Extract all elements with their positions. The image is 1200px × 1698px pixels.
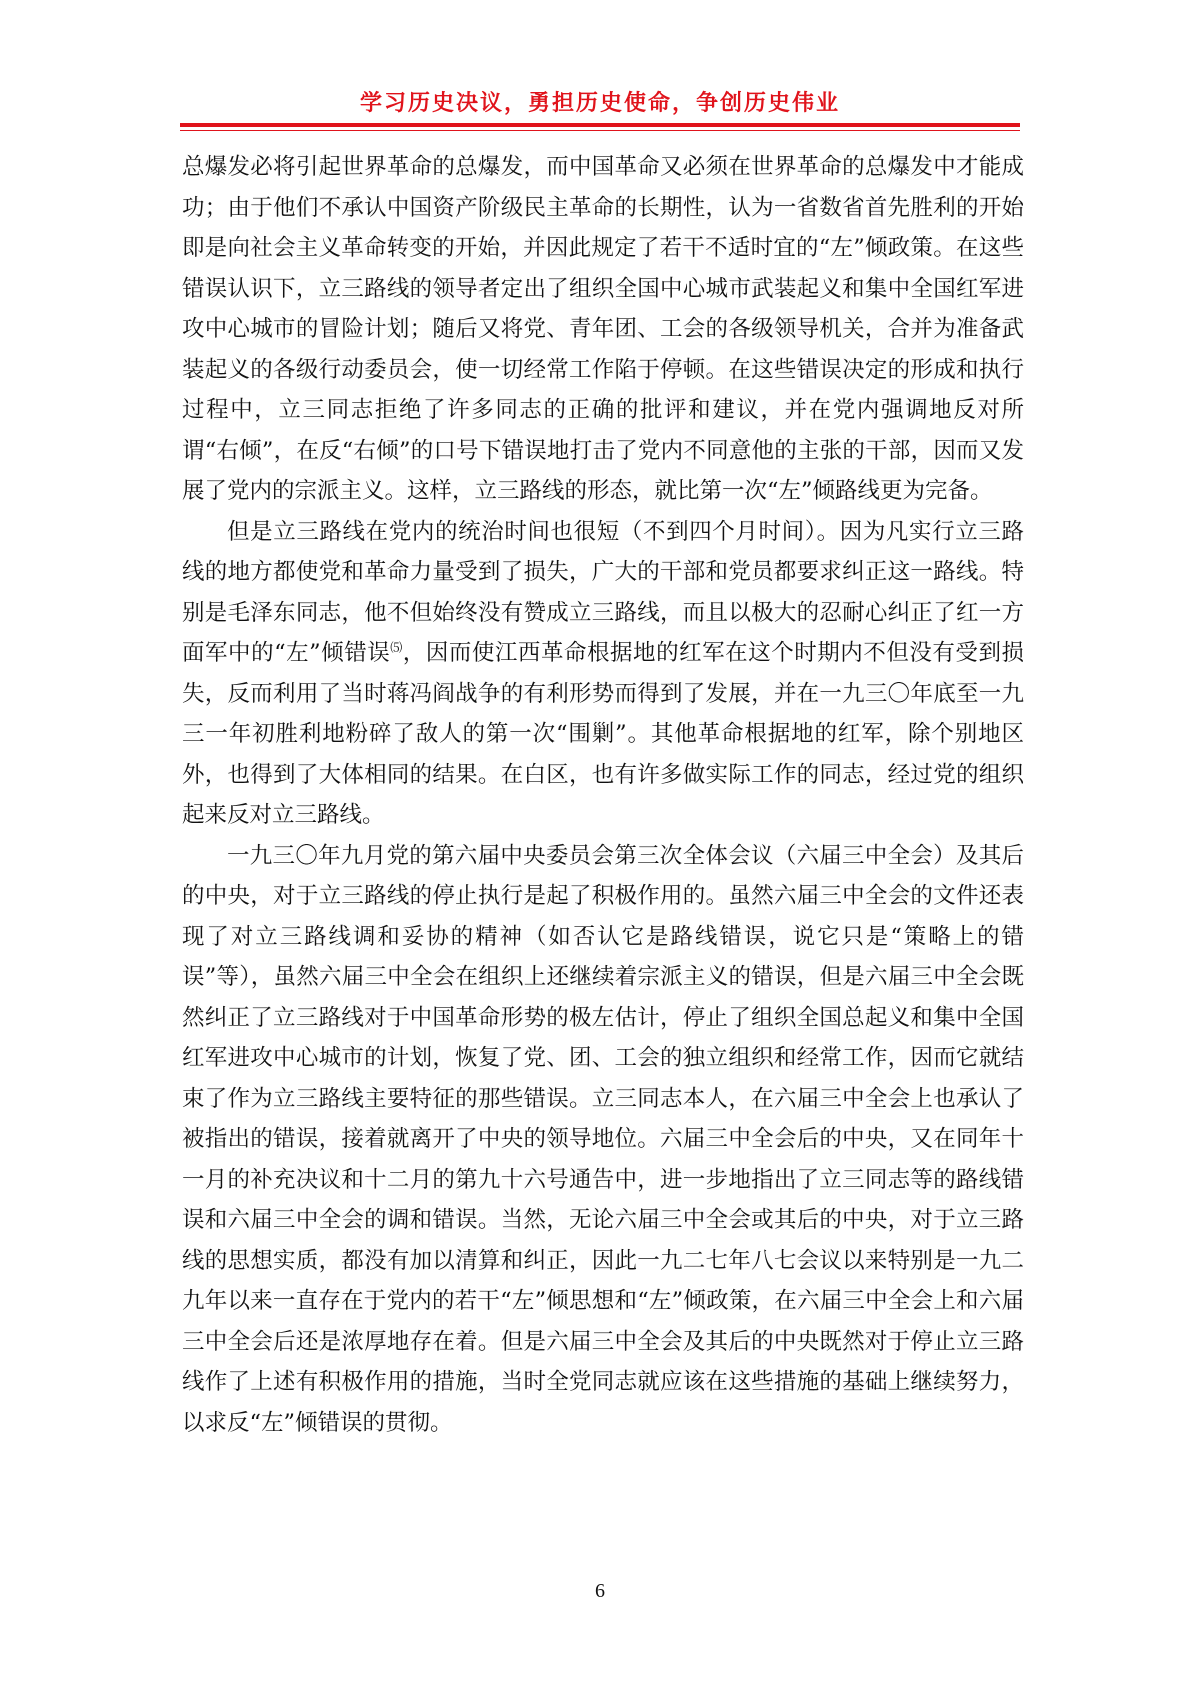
header-rule-thin — [180, 130, 1020, 131]
paragraph-2-text-a: 但是立三路线在党内的统治时间也很短（不到四个月时间）。因为凡实行立三路线的地方都使党和革命力量受到了损失，广大的干部和党员都要求纠正这一路线。特别是毛泽东同志，他不但始终没有赞成立三路线，而且以极大的忍耐心纠正了红一方面军中的“左”倾错误 — [182, 518, 1024, 666]
paragraph-2-text-b: ，因而使江西革命根据地的红军在这个时期内不但没有受到损失，反而利用了当时蒋冯阎战争的有利形势而得到了发展，并在一九三〇年底至一九三一年初胜利地粉碎了敌人的第一次“围剿”。其他革命根据地的红军，除个别地区外，也得到了大体相同的结果。在白区，也有许多做实际工作的同志，经过党的组织起来反对立三路线。 — [182, 640, 1024, 828]
body-text — [182, 147, 1024, 1443]
paragraph-2 — [182, 512, 1024, 836]
paragraph-1: 总爆发必将引起世界革命的总爆发，而中国革命又必须在世界革命的总爆发中才能成功；由于他们不承认中国资产阶级民主革命的长期性，认为一省数省首先胜利的开始即是向社会主义革命转变的开始，并因此规定了若干不适时宜的“左”倾政策。在这些错误认识下，立三路线的领导者定出了组织全国中心城市武装起义和集中全国红军进攻中心城市的冒险计划；随后又将党、青年团、工会的各级领导机关，合并为准备武装起义的各级行动委员会，使一切经常工作陷于停顿。在这些错误决定的形成和执行过程中，立三同志拒绝了许多同志的正确的批评和建议，并在党内强调地反对所谓“右倾”，在反“右倾”的口号下错误地打击了党内不同意他的主张的干部，因而又发展了党内的宗派主义。这样，立三路线的形态，就比第一次“左”倾路线更为完备。 — [182, 154, 1024, 504]
header-title: 学习历史决议，勇担历史使命，争创历史伟业 — [359, 90, 840, 116]
header-rule-thick — [180, 123, 1020, 127]
paragraph-3: 一九三〇年九月党的第六届中央委员会第三次全体会议（六届三中全会）及其后的中央，对于立三路线的停止执行是起了积极作用的。虽然六届三中全会的文件还表现了对立三路线调和妥协的精神（如否认它是路线错误，说它只是“策略上的错误”等），虽然六届三中全会在组织上还继续着宗派主义的错误，但是六届三中全会既然纠正了立三路线对于中国革命形势的极左估计，停止了组织全国总起义和集中全国红军进攻中心城市的计划，恢复了党、团、工会的独立组织和经常工作，因而它就结束了作为立三路线主要特征的那些错误。立三同志本人，在六届三中全会上也承认了被指出的错误，接着就离开了中央的领导地位。六届三中全会后的中央，又在同年十一月的补充决议和十二月的第九十六号通告中，进一步地指出了立三同志等的路线错误和六届三中全会的调和错误。当然，无论六届三中全会或其后的中央，对于立三路线的思想实质，都没有加以清算和纠正，因此一九二七年八七会议以来特别是一九二九年以来一直存在于党内的若干“左”倾思想和“左”倾政策，在六届三中全会上和六届三中全会后还是浓厚地存在着。但是六届三中全会及其后的中央既然对于停止立三路线作了上述有积极作用的措施，当时全党同志就应该在这些措施的基础上继续努力，以求反“左”倾错误的贯彻。 — [182, 842, 1024, 1436]
footnote-marker: ⑸ — [390, 640, 403, 655]
page-number: 6 — [595, 1580, 605, 1602]
